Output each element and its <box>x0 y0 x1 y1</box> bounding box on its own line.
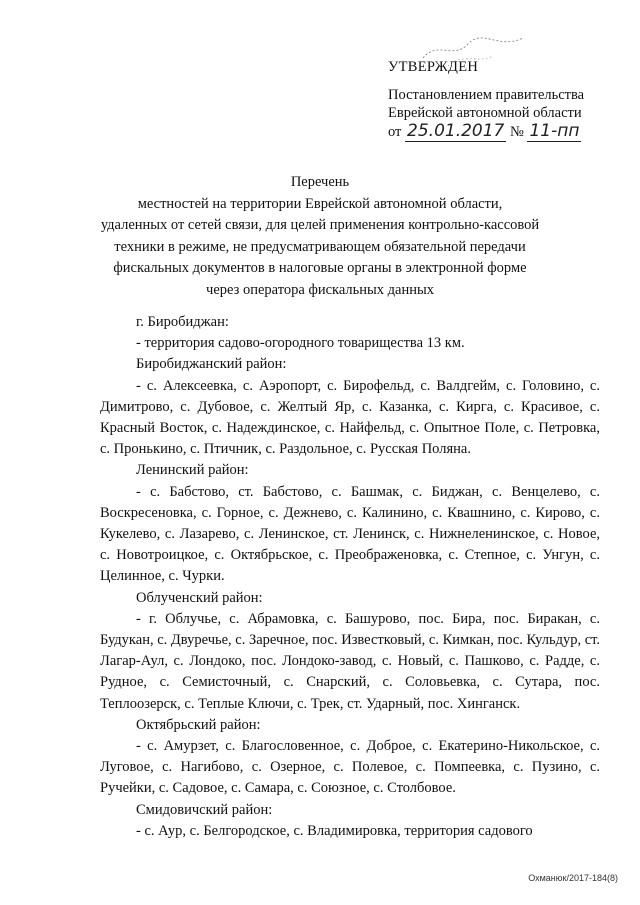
title-line: фискальных документов в налоговые органы в электронной форме <box>113 260 527 276</box>
section-heading: г. Биробиджан: <box>136 314 229 330</box>
handwritten-date: 25.01.2017 <box>407 121 505 141</box>
title-line: Перечень <box>290 174 350 190</box>
date-prefix: от <box>388 124 402 140</box>
section-heading: Облученский район: <box>136 589 263 606</box>
title-line: техники в режиме, не предусматривающем обязательной передачи <box>114 238 526 255</box>
section-text: - территория садово-огородного товарищества 13 км. <box>136 335 465 352</box>
title-line: удаленных от сетей связи, для целей применения контрольно-кассовой <box>100 217 540 233</box>
section-text: - с. Алексеевка, с. Аэропорт, с. Бирофельд, с. Валдгейм, с. Головино, с. Димитрово, с. Дубовое, с. Желтый Яр, с. Казанка, с. Кирга, с. Красивое, с. Красный Восток, с. Надеждинское, с. Найфельд, с. Опытное Поле, с. Петровка, с. Пронькино, с. Птичник, с. Раздольное, с. Русская Поляна. <box>100 377 600 458</box>
handwritten-number: 11-пп <box>529 121 580 141</box>
section-heading: Биробиджанский район: <box>136 356 287 373</box>
section-text: - с. Бабстово, ст. Бабстово, с. Башмак, с. Биджан, с. Венцелево, с. Воскресеновка, с. Горное, с. Дежнево, с. Калинино, с. Квашнино, с. Кирово, с. Кукелево, с. Лазарево, с. Ленинское, ст. Ленинск, с. Нижнеленинское, с. Новое, с. Новотроицкое, с. Октябрьское, с. Преображеновка, с. Степное, с. Унгун, с. Целинное, с. Чурки. <box>100 483 600 585</box>
approval-date-line <box>388 122 628 141</box>
section-heading: Ленинский район: <box>136 462 249 479</box>
section-heading: Смидовичский район: <box>136 801 273 818</box>
section-text: - с. Аур, с. Белгородское, с. Владимировка, территория садового <box>136 822 533 839</box>
locality-list <box>100 312 600 842</box>
document-title <box>90 172 550 301</box>
approval-title: УТВЕРЖДЕН <box>388 59 479 75</box>
approval-line-1: Постановлением правительства <box>388 87 585 103</box>
approval-line-2: Еврейской автономной области <box>388 105 582 121</box>
section-text: - г. Облучье, с. Абрамовка, с. Башурово, пос. Бира, пос. Биракан, с. Будукан, с. Двуречье, с. Заречное, пос. Известковый, с. Кимкан, пос. Кульдур, ст. Лагар-Аул, с. Лондоко, пос. Лондоко-завод, с. Новый, с. Пашково, с. Радде, с. Рудное, с. Семисточный, с. Снарский, с. Соловьевка, с. Сутара, пос. Теплоозерск, с. Теплые Ключи, с. Трек, ст. Ударный, пос. Хинганск. <box>100 610 601 712</box>
footer-code: Охманюк/2017-184(8) <box>528 873 618 883</box>
section-heading: Октябрьский район: <box>136 716 261 733</box>
title-line: местностей на территории Еврейской автономной области, <box>137 195 503 212</box>
approval-block <box>388 58 628 141</box>
number-prefix: № <box>510 124 524 140</box>
title-line: через оператора фискальных данных <box>206 281 434 298</box>
section-text: - с. Амурзет, с. Благословенное, с. Доброе, с. Екатерино-Никольское, с. Луговое, с. Нагибово, с. Озерное, с. Полевое, с. Помпеевка, с. Пузино, с. Ручейки, с. Садовое, с. Самара, с. Союзное, с. Столбовое. <box>100 738 600 797</box>
